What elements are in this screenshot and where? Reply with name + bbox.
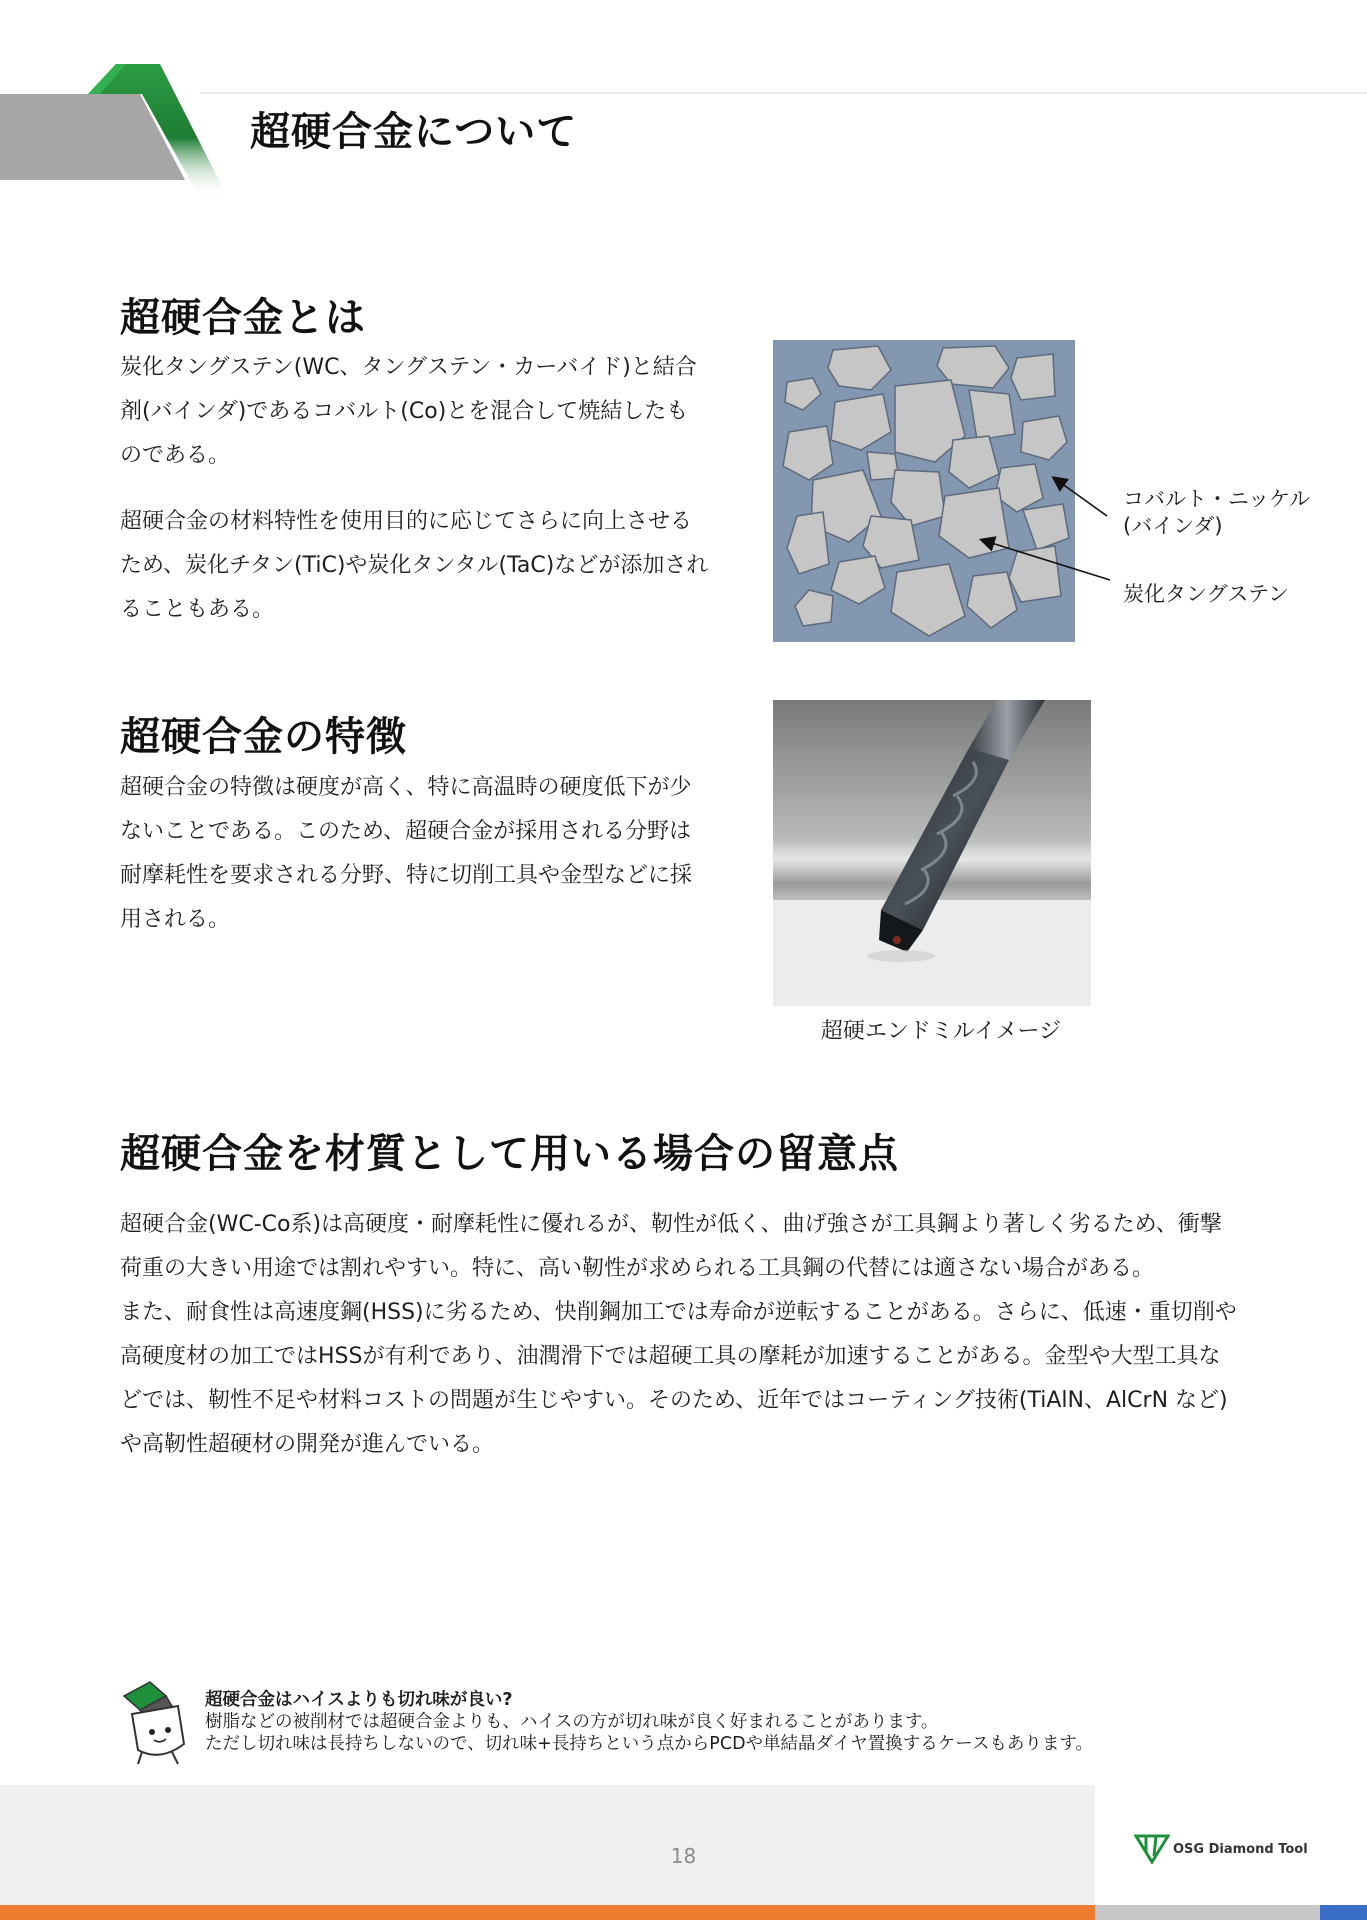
microstructure-diagram (773, 340, 1075, 642)
section3-paragraph-1: 超硬合金(WC-Co系)は高硬度・耐摩耗性に優れるが、靭性が低く、曲げ強さが工具鋼より著しく劣るため、衝撃荷重の大きい用途では割れやすい。特に、高い靭性が求められる工具鋼の代替には適さない場合がある。 (120, 1212, 1222, 1281)
label-tungsten-carbide: 炭化タングステン (1123, 582, 1289, 606)
tip-line-1: 樹脂などの被削材では超硬合金よりも、ハイスの方が切れ味が良く好まれることがあります。 (205, 1712, 939, 1732)
osg-logo-text: OSG Diamond Tool (1173, 1842, 1308, 1857)
label-binder-line1: コバルト・ニッケル (1123, 487, 1311, 511)
section-heading-features: 超硬合金の特徴 (120, 714, 407, 760)
mascot-icon (120, 1680, 196, 1766)
section-heading-cautions: 超硬合金を材質として用いる場合の留意点 (120, 1131, 899, 1177)
section1-paragraph-1: 炭化タングステン(WC、タングステン・カーバイド)と結合剤(バインダ)であるコバルト(Co)とを混合して焼結したものである。 (120, 355, 697, 468)
footer-bar-blue (1320, 1905, 1367, 1920)
section2-paragraph: 超硬合金の特徴は硬度が高く、特に高温時の硬度低下が少ないことである。このため、超硬合金が採用される分野は耐摩耗性を要求される分野、特に切削工具や金型などに採用される。 (120, 775, 693, 932)
page-title: 超硬合金について (250, 109, 578, 155)
page-number: 18 (670, 1844, 697, 1868)
label-binder-line2: (バインダ) (1123, 514, 1223, 538)
section3-paragraph-2: また、耐食性は高速度鋼(HSS)に劣るため、快削鋼加工では寿命が逆転することがある。さらに、低速・重切削や高硬度材の加工ではHSSが有利であり、油潤滑下では超硬工具の摩耗が加速することがある。金型や大型工具などでは、靭性不足や材料コストの問題が生じやすい。そのため、近年ではコーティング技術(TiAlN、AlCrN など)や高靭性超硬材の開発が進んでいる。 (120, 1300, 1237, 1457)
endmill-caption: 超硬エンドミルイメージ (820, 1019, 1062, 1044)
header-green-chevron (80, 58, 240, 208)
footer-bar-orange (0, 1905, 1095, 1920)
osg-logo-icon (1134, 1832, 1170, 1864)
tip-title: 超硬合金はハイスよりも切れ味が良い? (205, 1690, 513, 1710)
section3-body (120, 1203, 1240, 1467)
footer-bar-gray (1095, 1905, 1320, 1920)
section-heading-what-is-carbide: 超硬合金とは (120, 295, 366, 341)
tip-box (205, 1689, 1093, 1755)
endmill-photo (773, 700, 1091, 1006)
label-binder (1123, 486, 1310, 540)
section1-paragraph-2: 超硬合金の材料特性を使用目的に応じてさらに向上させるため、炭化チタン(TiC)や炭化タンタル(TaC)などが添加されることもある。 (120, 509, 709, 622)
tip-line-2: ただし切れ味は長持ちしないので、切れ味+長持ちという点からPCDや単結晶ダイヤ置換するケースもあります。 (205, 1734, 1093, 1754)
